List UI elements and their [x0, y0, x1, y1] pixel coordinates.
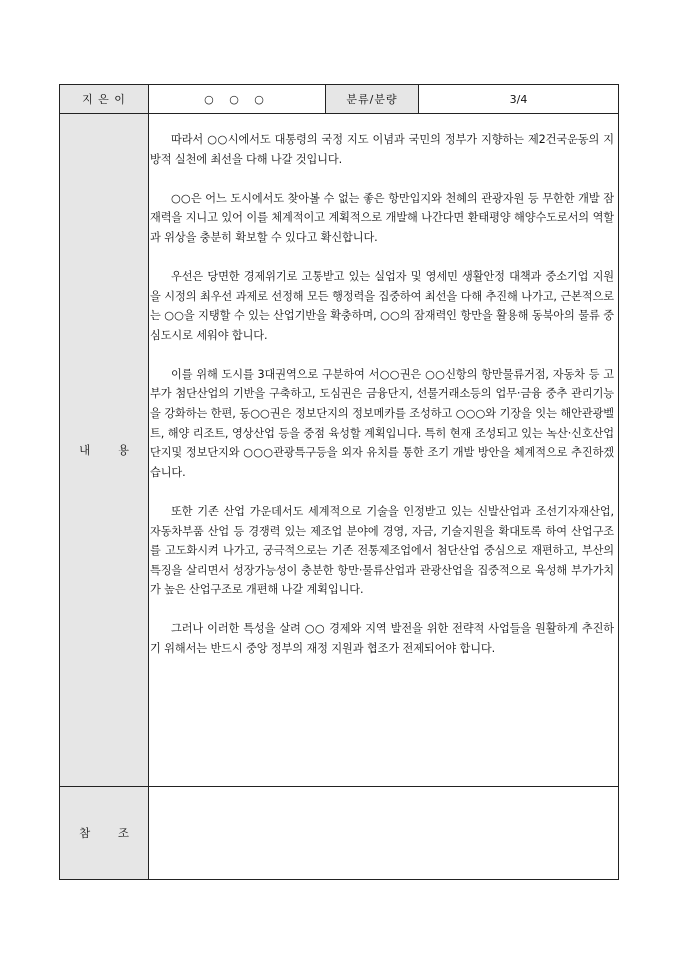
paragraph-3: 우선은 당면한 경제위기로 고통받고 있는 실업자 및 영세민 생활안정 대책과 중소기업 지원을 시정의 최우선 과제로 선정해 모든 행정력을 집중하여 최선을 다해 추진해 나가고, 근본적으로는 ○○을 지탱할 수 있는 산업기반을 확충하며, ○○의 잠재력인 항만을 활용해 동북아의 물류 중심도시로 세워야 합니다. [150, 269, 614, 342]
paragraph-1: 따라서 ○○시에서도 대통령의 국정 지도 이념과 국민의 정부가 지향하는 제2건국운동의 지방적 실천에 최선을 다해 나갈 것입니다. [150, 133, 614, 166]
paragraph-5: 또한 기존 산업 가운데서도 세계적으로 기술을 인정받고 있는 신발산업과 조선기자재산업, 자동차부품 산업 등 경쟁력 있는 제조업 분야에 경영, 자금, 기술지원을 확대토록 하여 산업구조를 고도화시켜 나가고, 궁극적으로는 기존 전통제조업에서 첨단산업 중심으로 재편하고, 부산의 특징을 살리면서 성장가능성이 충분한 항만·물류산업과 관광산업을 집중적으로 육성해 부가가치가 높은 산업구조로 개편해 나갈 계획입니다. [150, 504, 614, 597]
reference-label-cell [60, 787, 149, 880]
content-paragraphs [149, 114, 618, 659]
category-label: 분류/분량 [326, 85, 419, 114]
reference-label: 참 조 [79, 826, 129, 840]
paragraph-4: 이를 위해 도시를 3대권역으로 구분하여 서○○권은 ○○신항의 항만물류거점, 자동차 등 고부가 첨단산업의 기반을 구축하고, 도심권은 금융단지, 선물거래소등의 업무·금융 중추 관리기능을 강화하는 한편, 동○○권은 정보단지의 정보메카를 조성하고 ○○○와 기장을 잇는 해안관광벨트, 해양 리조트, 영상산업 등을 중점 육성할 계획입니다. 특히 현재 조성되고 있는 녹산·신호산업단지및 정보단지와 ○○○관광특구등을 외자 유치를 통한 조기 개발 방안을 체계적으로 추진하겠습니다. [150, 367, 614, 479]
reference-value [149, 787, 619, 880]
content-body [149, 114, 619, 787]
content-label-cell [60, 114, 149, 787]
content-label: 내 용 [79, 443, 129, 457]
header-row [60, 85, 619, 114]
reference-row [60, 787, 619, 880]
content-row [60, 114, 619, 787]
paragraph-2: ○○은 어느 도시에서도 찾아볼 수 없는 좋은 항만입지와 천혜의 관광자원 등 무한한 개발 잠재력을 지니고 있어 이를 체계적이고 계획적으로 개발해 나간다면 환태평양 해양수도로서의 역할과 위상을 충분히 확보할 수 있다고 확신합니다. [150, 191, 614, 244]
author-label: 지 은 이 [60, 85, 149, 114]
paragraph-6: 그러나 이러한 특성을 살려 ○○ 경제와 지역 발전을 위한 전략적 사업들을 원활하게 추진하기 위해서는 반드시 중앙 정부의 재정 지원과 협조가 전제되어야 합니다. [150, 622, 614, 655]
author-value: ○ ○ ○ [149, 85, 326, 114]
document-form-table [59, 84, 619, 880]
page-count-value: 3/4 [419, 85, 619, 114]
